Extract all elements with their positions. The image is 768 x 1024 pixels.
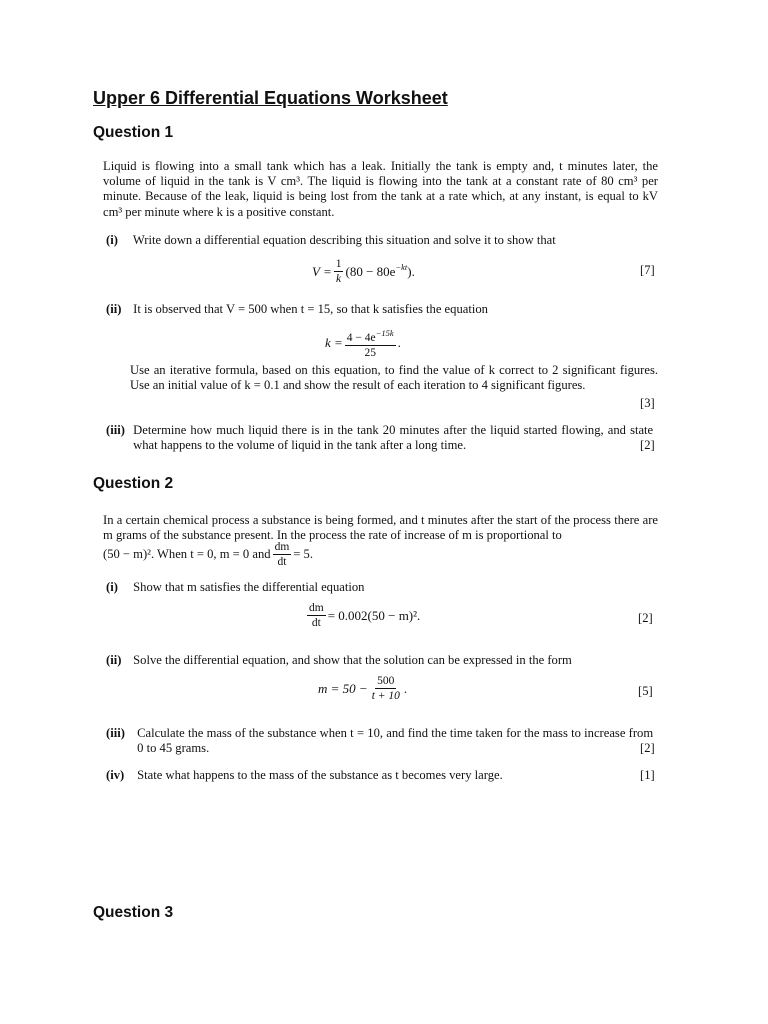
q1-intro: Liquid is flowing into a small tank which has a leak. Initially the tank is empty and, t minutes later, the volume of liquid in the tank is V cm³. The liquid is flowing into the tank at a constant rate of 80 cm³ per minute. Because of the leak, liquid is being lost from the tank at a rate which, at any instant, is equal to kV cm³ per minute where k is a positive constant. xyxy=(103,159,658,219)
q2-equation-2 xyxy=(318,674,407,703)
q2-part-i xyxy=(106,580,658,595)
q1-eq2-end: . xyxy=(397,334,401,350)
q1-equation-2 xyxy=(325,326,401,360)
q1-part-ii-mark: [3] xyxy=(640,396,655,410)
q2-intro-fraction xyxy=(273,540,292,569)
q2-intro-frac-den: dt xyxy=(277,556,287,568)
page-title: Upper 6 Differential Equations Worksheet xyxy=(93,88,448,108)
q1-part-iii xyxy=(106,423,658,453)
q2-eq1-fraction xyxy=(307,601,326,630)
q2-eq2-numerator: 500 xyxy=(377,675,395,687)
q1-part-ii-number: (ii) xyxy=(106,302,122,316)
q2-eq2-fraction xyxy=(370,674,402,703)
q1-eq1-denominator: k xyxy=(336,273,342,285)
q1-eq1-exponent: −kt xyxy=(395,261,408,272)
question-2-heading: Question 2 xyxy=(93,475,174,492)
q2-part-iii xyxy=(106,726,658,756)
q1-part-ii-text: It is observed that V = 500 when t = 15, so that k satisfies the equation xyxy=(133,302,488,316)
q2-intro-condition-text: (50 − m)². When t = 0, m = 0 and xyxy=(103,547,271,561)
q1-eq2-fraction xyxy=(345,326,396,360)
q1-eq2-numerator: $4 - 4e^{-15k}$ xyxy=(346,328,394,344)
q2-part-i-text: Show that m satisfies the differential equation xyxy=(133,580,365,594)
q1-eq1-body: (80 − 80e xyxy=(345,263,396,279)
q1-eq1-fraction xyxy=(334,257,344,286)
q2-intro-frac-num: dm xyxy=(274,541,290,553)
q1-eq2-exponent: −15k xyxy=(375,328,394,338)
q2-eq1-body: = 0.002(50 − m)². xyxy=(327,607,421,623)
q2-part-ii xyxy=(106,653,658,668)
q1-equation-1 xyxy=(312,257,415,286)
q2-part-iii-text: Calculate the mass of the substance when t = 10, and find the time taken for the mass to increase from 0 to 45 grams. xyxy=(137,726,654,756)
q1-eq1-numerator: 1 xyxy=(335,258,342,270)
q2-part-i-number: (i) xyxy=(106,580,118,594)
q1-eq1-end: ). xyxy=(407,263,415,279)
q1-part-i-number: (i) xyxy=(106,233,118,247)
q2-part-iv xyxy=(106,768,658,783)
q2-eq2-denominator: t + 10 xyxy=(371,690,400,702)
q2-part-ii-number: (ii) xyxy=(106,653,122,667)
q2-part-iii-number: (iii) xyxy=(106,726,125,740)
q1-part-i-mark: [7] xyxy=(640,263,655,277)
question-3-heading: Question 3 xyxy=(93,904,174,921)
q1-part-ii xyxy=(106,302,658,317)
q2-eq2-lhs: m = 50 − xyxy=(318,680,368,696)
q1-part-iii-mark: [2] xyxy=(640,438,655,452)
q2-part-ii-text: Solve the differential equation, and show that the solution can be expressed in the form xyxy=(133,653,572,667)
q1-eq2-denominator: 25 xyxy=(364,346,376,359)
q1-eq1-lhs: V = xyxy=(312,263,332,279)
q2-part-ii-mark: [5] xyxy=(638,684,653,698)
q2-part-iv-mark: [1] xyxy=(640,768,655,782)
q2-eq1-denominator: dt xyxy=(311,617,321,629)
q1-part-iii-text: Determine how much liquid there is in the tank 20 minutes after the liquid started flowing, and state what happens to the volume of liquid in the tank after a long time. xyxy=(133,423,654,453)
q1-eq2-lhs: k = xyxy=(325,334,343,350)
q2-intro-condition-end: = 5. xyxy=(293,547,313,561)
q2-part-iv-number: (iv) xyxy=(106,768,125,782)
q2-intro-condition xyxy=(103,540,313,569)
question-1-heading: Question 1 xyxy=(93,124,174,141)
q2-intro: In a certain chemical process a substance is being formed, and t minutes after the start of the process there are m grams of the substance present. In the process the rate of increase of m is proportional to xyxy=(103,513,658,543)
q2-eq1-numerator: dm xyxy=(309,602,324,614)
q1-part-ii-instructions: Use an iterative formula, based on this equation, to find the value of k correct to 2 significant figures. Use an initial value of k = 0.1 and show the result of each iteration to 4 significant figures. xyxy=(130,363,658,393)
q1-part-iii-number: (iii) xyxy=(106,423,125,437)
q2-part-iv-text: State what happens to the mass of the substance as t becomes very large. xyxy=(137,768,503,782)
q1-part-i-text: Write down a differential equation describing this situation and solve it to show that xyxy=(132,233,556,247)
q2-part-i-mark: [2] xyxy=(638,611,653,625)
q2-equation-1 xyxy=(305,601,420,630)
q2-part-iii-mark: [2] xyxy=(640,741,655,755)
q2-eq2-end: . xyxy=(403,680,408,696)
q1-part-i xyxy=(106,233,658,248)
